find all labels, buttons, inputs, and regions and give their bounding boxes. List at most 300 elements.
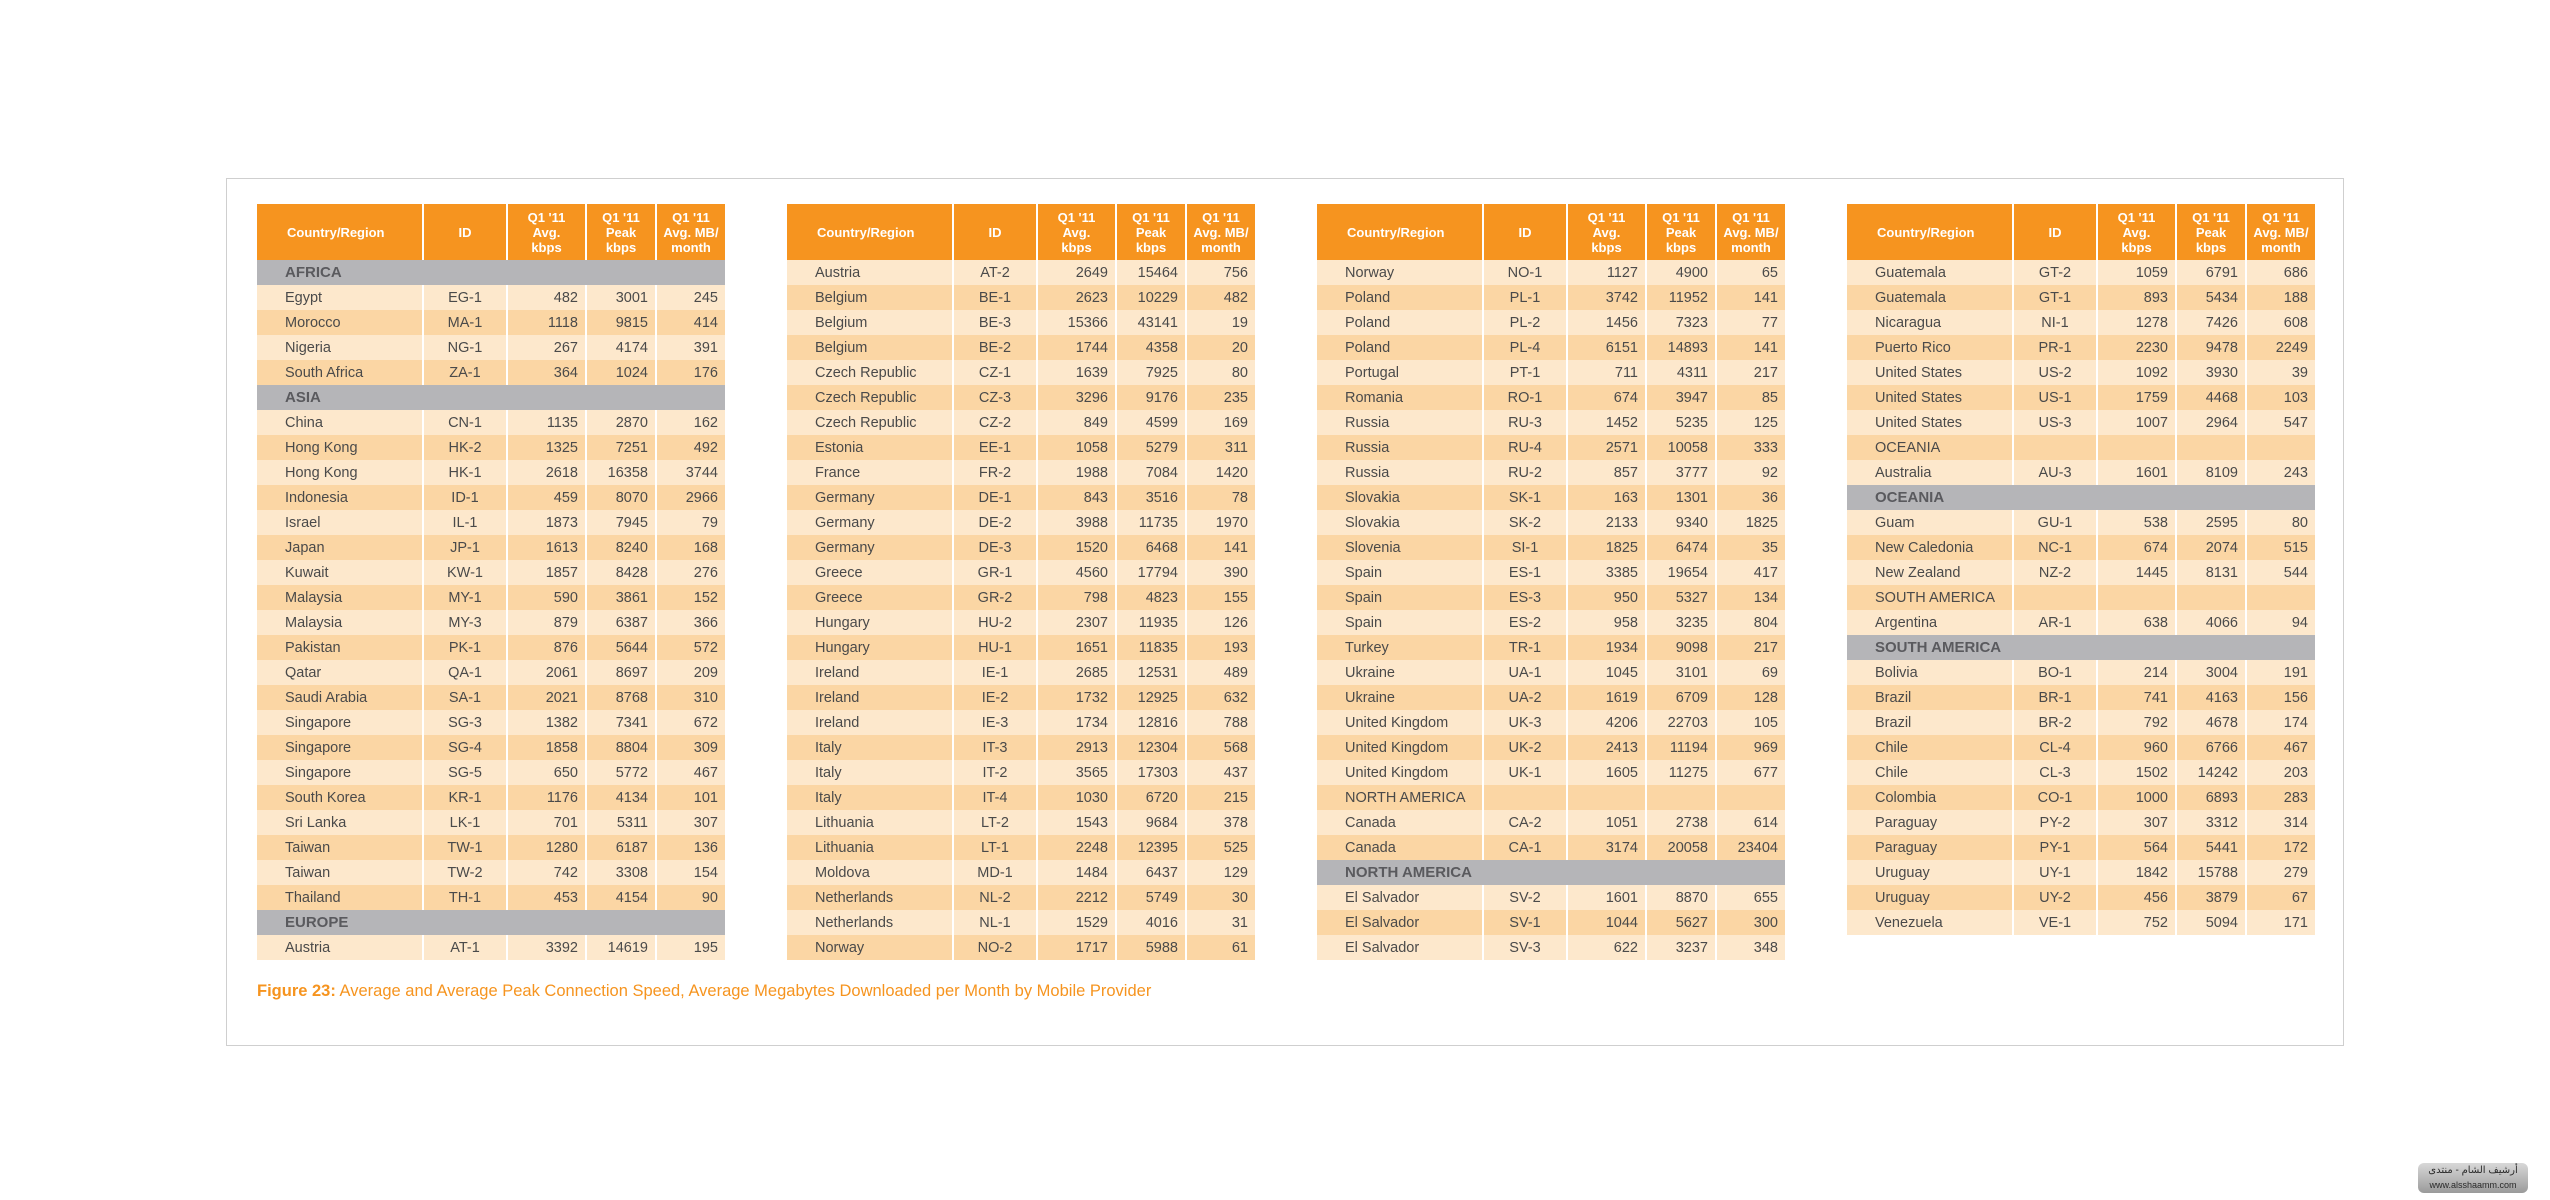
- cell-avg-mb: 215: [1186, 785, 1255, 810]
- header-row: [1847, 204, 2315, 260]
- table-row: [1317, 935, 1785, 960]
- cell-id: SV-2: [1483, 885, 1567, 910]
- data-table-4: [1847, 204, 2315, 935]
- header-avg-line: kbps: [2121, 239, 2152, 255]
- table-row: [257, 760, 725, 785]
- cell-avg-kbps: 1280: [507, 835, 586, 860]
- cell-country: Russia: [1317, 435, 1483, 460]
- header-peak: [1116, 204, 1186, 260]
- cell-id: BE-3: [953, 310, 1037, 335]
- table-row: [1317, 410, 1785, 435]
- cell-country: United States: [1847, 410, 2013, 435]
- cell-id: MA-1: [423, 310, 507, 335]
- cell-id: NL-2: [953, 885, 1037, 910]
- cell-avg-kbps: 752: [2097, 910, 2176, 935]
- header-mb-line: Avg. MB/: [2253, 224, 2309, 240]
- cell-peak-kbps: 20058: [1646, 835, 1716, 860]
- cell-peak-kbps: 8240: [586, 535, 656, 560]
- table-row: [787, 910, 1255, 935]
- cell-peak-kbps: 1301: [1646, 485, 1716, 510]
- cell-peak-kbps: 5627: [1646, 910, 1716, 935]
- cell-id: FR-2: [953, 460, 1037, 485]
- cell-peak-kbps: 14619: [586, 935, 656, 960]
- table-row: [257, 885, 725, 910]
- cell-id: HK-1: [423, 460, 507, 485]
- header-avg-line: Avg.: [1062, 224, 1091, 240]
- region-label: ASIA: [257, 385, 725, 410]
- cell-country: Pakistan: [257, 635, 423, 660]
- watermark-url: www.alsshaamm.com: [2429, 1180, 2517, 1190]
- cell-country: Indonesia: [257, 485, 423, 510]
- table-row: [787, 435, 1255, 460]
- cell-id: LK-1: [423, 810, 507, 835]
- header-avg-line: kbps: [531, 239, 562, 255]
- cell-country: Slovakia: [1317, 485, 1483, 510]
- cell-id: BE-2: [953, 335, 1037, 360]
- cell-avg-kbps: 1605: [1567, 760, 1646, 785]
- table-row: [257, 485, 725, 510]
- cell-peak-kbps: 7251: [586, 435, 656, 460]
- cell-peak-kbps: 19654: [1646, 560, 1716, 585]
- cell-avg-mb: 105: [1716, 710, 1785, 735]
- cell-avg-kbps: [2097, 435, 2176, 460]
- cell-peak-kbps: 10229: [1116, 285, 1186, 310]
- cell-avg-kbps: 1613: [507, 535, 586, 560]
- header-mb-line: Q1 '11: [1202, 209, 1240, 225]
- cell-avg-mb: 391: [656, 335, 725, 360]
- header-mb: [1716, 204, 1785, 260]
- cell-id: PT-1: [1483, 360, 1567, 385]
- header-id: ID: [1483, 204, 1567, 260]
- cell-peak-kbps: 14242: [2176, 760, 2246, 785]
- header-peak: [1646, 204, 1716, 260]
- header-avg-line: Q1 '11: [527, 209, 566, 225]
- cell-id: RU-3: [1483, 410, 1567, 435]
- table-row: [787, 385, 1255, 410]
- table-row: [1317, 535, 1785, 560]
- header-row: [787, 204, 1255, 260]
- cell-avg-kbps: 711: [1567, 360, 1646, 385]
- cell-country: Germany: [787, 535, 953, 560]
- cell-avg-kbps: [2097, 585, 2176, 610]
- table-row: [257, 835, 725, 860]
- header-mb-line: Avg. MB/: [1193, 224, 1249, 240]
- header-avg-line: Avg.: [1592, 224, 1621, 240]
- table-row: [787, 885, 1255, 910]
- cell-id: PL-1: [1483, 285, 1567, 310]
- cell-avg-mb: 756: [1186, 260, 1255, 285]
- table-row: [257, 710, 725, 735]
- cell-country: Norway: [1317, 260, 1483, 285]
- header-peak-line: Q1 '11: [1132, 209, 1170, 225]
- cell-country: Germany: [787, 485, 953, 510]
- cell-peak-kbps: 3004: [2176, 660, 2246, 685]
- cell-peak-kbps: 3001: [586, 285, 656, 310]
- cell-id: RU-4: [1483, 435, 1567, 460]
- table-row: [787, 785, 1255, 810]
- cell-id: PR-1: [2013, 335, 2097, 360]
- cell-avg-mb: 154: [656, 860, 725, 885]
- cell-country: Guatemala: [1847, 285, 2013, 310]
- cell-peak-kbps: 16358: [586, 460, 656, 485]
- cell-avg-kbps: 1759: [2097, 385, 2176, 410]
- cell-avg-mb: 162: [656, 410, 725, 435]
- cell-peak-kbps: 5327: [1646, 585, 1716, 610]
- cell-peak-kbps: 7925: [1116, 360, 1186, 385]
- cell-country: Paraguay: [1847, 835, 2013, 860]
- cell-avg-mb: 314: [2246, 810, 2315, 835]
- cell-id: IT-4: [953, 785, 1037, 810]
- header-mb-line: Q1 '11: [1732, 209, 1770, 225]
- cell-id: AT-2: [953, 260, 1037, 285]
- cell-avg-mb: 174: [2246, 710, 2315, 735]
- header-peak-line: kbps: [605, 239, 637, 255]
- table-row: [1317, 910, 1785, 935]
- cell-avg-kbps: 792: [2097, 710, 2176, 735]
- cell-id: US-3: [2013, 410, 2097, 435]
- figure-caption-label: Figure 23:: [257, 982, 336, 1000]
- cell-id: [2013, 435, 2097, 460]
- cell-id: BO-1: [2013, 660, 2097, 685]
- cell-country: Uruguay: [1847, 885, 2013, 910]
- cell-avg-kbps: 849: [1037, 410, 1116, 435]
- cell-peak-kbps: 4678: [2176, 710, 2246, 735]
- cell-country: Paraguay: [1847, 810, 2013, 835]
- cell-country: Czech Republic: [787, 385, 953, 410]
- cell-country: Romania: [1317, 385, 1483, 410]
- cell-peak-kbps: 11735: [1116, 510, 1186, 535]
- cell-peak-kbps: 3947: [1646, 385, 1716, 410]
- header-country: Country/Region: [257, 204, 423, 260]
- cell-country: Colombia: [1847, 785, 2013, 810]
- table-row: [257, 360, 725, 385]
- cell-country: Taiwan: [257, 860, 423, 885]
- cell-country: Ireland: [787, 660, 953, 685]
- cell-id: [2013, 585, 2097, 610]
- cell-id: IE-1: [953, 660, 1037, 685]
- cell-avg-kbps: 3385: [1567, 560, 1646, 585]
- cell-peak-kbps: 6468: [1116, 535, 1186, 560]
- table-row: [1847, 910, 2315, 935]
- region-label: SOUTH AMERICA: [1847, 635, 2315, 660]
- cell-country: Venezuela: [1847, 910, 2013, 935]
- cell-id: MY-1: [423, 585, 507, 610]
- cell-avg-mb: 85: [1716, 385, 1785, 410]
- cell-avg-kbps: 1934: [1567, 635, 1646, 660]
- cell-peak-kbps: 3235: [1646, 610, 1716, 635]
- header-peak-line: kbps: [1135, 239, 1167, 255]
- cell-avg-kbps: 2649: [1037, 260, 1116, 285]
- header-mb-line: month: [671, 239, 711, 255]
- cell-id: JP-1: [423, 535, 507, 560]
- cell-peak-kbps: 3237: [1646, 935, 1716, 960]
- cell-avg-kbps: 267: [507, 335, 586, 360]
- table-row: [1847, 535, 2315, 560]
- cell-country: Poland: [1317, 285, 1483, 310]
- cell-peak-kbps: 2870: [586, 410, 656, 435]
- cell-peak-kbps: 6187: [586, 835, 656, 860]
- cell-peak-kbps: 6709: [1646, 685, 1716, 710]
- cell-id: PY-2: [2013, 810, 2097, 835]
- cell-country: Hong Kong: [257, 460, 423, 485]
- cell-avg-mb: 172: [2246, 835, 2315, 860]
- cell-id: AR-1: [2013, 610, 2097, 635]
- cell-id: UA-2: [1483, 685, 1567, 710]
- cell-id: DE-3: [953, 535, 1037, 560]
- header-avg: [1037, 204, 1116, 260]
- figure-caption-text: Average and Average Peak Connection Speed, Average Megabytes Downloaded per Month by Mobile Provider: [335, 982, 1152, 1000]
- cell-avg-mb: 92: [1716, 460, 1785, 485]
- header-mb: [2246, 204, 2315, 260]
- header-mb-line: month: [1731, 239, 1771, 255]
- cell-avg-mb: 209: [656, 660, 725, 685]
- table-row: [1317, 460, 1785, 485]
- cell-avg-mb: 129: [1186, 860, 1255, 885]
- table-row: [257, 335, 725, 360]
- cell-country: Chile: [1847, 760, 2013, 785]
- data-table-3: [1317, 204, 1785, 960]
- cell-id: ID-1: [423, 485, 507, 510]
- table-row: [787, 560, 1255, 585]
- header-mb-line: Avg. MB/: [1723, 224, 1779, 240]
- cell-country: Guatemala: [1847, 260, 2013, 285]
- cell-avg-mb: 655: [1716, 885, 1785, 910]
- cell-id: [1483, 785, 1567, 810]
- cell-id: VE-1: [2013, 910, 2097, 935]
- cell-avg-mb: 61: [1186, 935, 1255, 960]
- cell-id: HK-2: [423, 435, 507, 460]
- cell-avg-kbps: 1825: [1567, 535, 1646, 560]
- cell-id: SK-2: [1483, 510, 1567, 535]
- cell-id: NL-1: [953, 910, 1037, 935]
- cell-avg-mb: 79: [656, 510, 725, 535]
- cell-avg-mb: 417: [1716, 560, 1785, 585]
- table-row: [1317, 360, 1785, 385]
- cell-avg-kbps: 2248: [1037, 835, 1116, 860]
- cell-avg-mb: 171: [2246, 910, 2315, 935]
- cell-id: IE-2: [953, 685, 1037, 710]
- cell-avg-mb: 235: [1186, 385, 1255, 410]
- cell-avg-mb: 141: [1716, 285, 1785, 310]
- cell-avg-mb: 788: [1186, 710, 1255, 735]
- header-peak-line: Q1 '11: [602, 209, 640, 225]
- cell-avg-kbps: 1717: [1037, 935, 1116, 960]
- cell-id: UK-2: [1483, 735, 1567, 760]
- cell-avg-mb: 176: [656, 360, 725, 385]
- cell-avg-mb: 544: [2246, 560, 2315, 585]
- cell-id: NG-1: [423, 335, 507, 360]
- cell-country: Norway: [787, 935, 953, 960]
- cell-id: CA-2: [1483, 810, 1567, 835]
- table-row: [257, 285, 725, 310]
- cell-peak-kbps: 7323: [1646, 310, 1716, 335]
- cell-avg-kbps: 2230: [2097, 335, 2176, 360]
- header-mb-line: month: [2261, 239, 2301, 255]
- cell-peak-kbps: 15464: [1116, 260, 1186, 285]
- table-row: [1847, 810, 2315, 835]
- table-row: [1317, 510, 1785, 535]
- header-mb: [1186, 204, 1255, 260]
- cell-avg-mb: 547: [2246, 410, 2315, 435]
- cell-country: Czech Republic: [787, 360, 953, 385]
- cell-country: OCEANIA: [1847, 435, 2013, 460]
- header-mb: [656, 204, 725, 260]
- cell-id: GR-1: [953, 560, 1037, 585]
- cell-avg-kbps: 2618: [507, 460, 586, 485]
- cell-peak-kbps: 6766: [2176, 735, 2246, 760]
- region-label: AFRICA: [257, 260, 725, 285]
- cell-id: ZA-1: [423, 360, 507, 385]
- cell-avg-kbps: 1502: [2097, 760, 2176, 785]
- table-row: [1847, 385, 2315, 410]
- cell-peak-kbps: 15788: [2176, 860, 2246, 885]
- cell-avg-kbps: 958: [1567, 610, 1646, 635]
- cell-id: TW-1: [423, 835, 507, 860]
- cell-peak-kbps: 3312: [2176, 810, 2246, 835]
- table-row: [787, 335, 1255, 360]
- cell-country: Germany: [787, 510, 953, 535]
- cell-avg-mb: 677: [1716, 760, 1785, 785]
- cell-avg-mb: 1825: [1716, 510, 1785, 535]
- cell-id: PL-4: [1483, 335, 1567, 360]
- cell-peak-kbps: 4311: [1646, 360, 1716, 385]
- table-row: [1847, 660, 2315, 685]
- cell-peak-kbps: 4599: [1116, 410, 1186, 435]
- cell-peak-kbps: 3777: [1646, 460, 1716, 485]
- cell-id: SV-3: [1483, 935, 1567, 960]
- cell-avg-mb: 77: [1716, 310, 1785, 335]
- table-row: [1847, 335, 2315, 360]
- cell-id: TR-1: [1483, 635, 1567, 660]
- table-row: [1847, 260, 2315, 285]
- cell-avg-mb: 467: [2246, 735, 2315, 760]
- cell-avg-kbps: 1059: [2097, 260, 2176, 285]
- table-row: [257, 585, 725, 610]
- watermark-line: أرشيف الشام - منتدى: [2428, 1165, 2518, 1176]
- cell-peak-kbps: 8697: [586, 660, 656, 685]
- header-peak: [2176, 204, 2246, 260]
- cell-avg-kbps: 1058: [1037, 435, 1116, 460]
- cell-avg-kbps: 482: [507, 285, 586, 310]
- cell-country: Greece: [787, 585, 953, 610]
- cell-peak-kbps: 4823: [1116, 585, 1186, 610]
- cell-avg-kbps: 3742: [1567, 285, 1646, 310]
- cell-peak-kbps: 8131: [2176, 560, 2246, 585]
- cell-id: CL-3: [2013, 760, 2097, 785]
- table-row: [1317, 335, 1785, 360]
- header-id: ID: [423, 204, 507, 260]
- table-row: [787, 460, 1255, 485]
- cell-avg-mb: 69: [1716, 660, 1785, 685]
- header-avg-line: Avg.: [532, 224, 561, 240]
- cell-avg-kbps: 950: [1567, 585, 1646, 610]
- cell-peak-kbps: 11275: [1646, 760, 1716, 785]
- cell-avg-mb: 608: [2246, 310, 2315, 335]
- region-label: EUROPE: [257, 910, 725, 935]
- cell-peak-kbps: [2176, 435, 2246, 460]
- cell-peak-kbps: 4066: [2176, 610, 2246, 635]
- cell-avg-kbps: 1044: [1567, 910, 1646, 935]
- cell-avg-kbps: 1842: [2097, 860, 2176, 885]
- cell-id: CA-1: [1483, 835, 1567, 860]
- cell-avg-mb: 126: [1186, 610, 1255, 635]
- cell-avg-mb: 1420: [1186, 460, 1255, 485]
- cell-id: BE-1: [953, 285, 1037, 310]
- table-row: [1847, 435, 2315, 460]
- cell-peak-kbps: 5988: [1116, 935, 1186, 960]
- cell-avg-mb: 168: [656, 535, 725, 560]
- cell-avg-kbps: 893: [2097, 285, 2176, 310]
- cell-country: Japan: [257, 535, 423, 560]
- cell-country: Lithuania: [787, 810, 953, 835]
- cell-avg-mb: 134: [1716, 585, 1785, 610]
- cell-avg-kbps: 564: [2097, 835, 2176, 860]
- cell-country: Brazil: [1847, 685, 2013, 710]
- cell-avg-mb: 19: [1186, 310, 1255, 335]
- cell-id: SI-1: [1483, 535, 1567, 560]
- cell-peak-kbps: [2176, 585, 2246, 610]
- cell-avg-kbps: 1639: [1037, 360, 1116, 385]
- cell-peak-kbps: 3516: [1116, 485, 1186, 510]
- cell-peak-kbps: 3930: [2176, 360, 2246, 385]
- cell-id: AT-1: [423, 935, 507, 960]
- cell-avg-mb: 307: [656, 810, 725, 835]
- cell-id: IL-1: [423, 510, 507, 535]
- cell-peak-kbps: 11952: [1646, 285, 1716, 310]
- cell-id: ES-3: [1483, 585, 1567, 610]
- cell-id: GT-2: [2013, 260, 2097, 285]
- cell-peak-kbps: 4016: [1116, 910, 1186, 935]
- header-peak-line: Q1 '11: [2192, 209, 2230, 225]
- cell-avg-kbps: 453: [507, 885, 586, 910]
- cell-peak-kbps: 3879: [2176, 885, 2246, 910]
- cell-avg-mb: 310: [656, 685, 725, 710]
- table-row: [1317, 435, 1785, 460]
- cell-country: Guam: [1847, 510, 2013, 535]
- header-avg-line: Q1 '11: [2117, 209, 2156, 225]
- table-row: [1847, 735, 2315, 760]
- region-header-row: [257, 385, 725, 410]
- cell-country: China: [257, 410, 423, 435]
- cell-country: United States: [1847, 360, 2013, 385]
- cell-avg-mb: 568: [1186, 735, 1255, 760]
- cell-country: SOUTH AMERICA: [1847, 585, 2013, 610]
- table-row: [1847, 410, 2315, 435]
- header-avg-line: Avg.: [2122, 224, 2151, 240]
- cell-country: Malaysia: [257, 610, 423, 635]
- header-peak-line: kbps: [1665, 239, 1697, 255]
- cell-avg-mb: 969: [1716, 735, 1785, 760]
- table-row: [257, 685, 725, 710]
- cell-country: Netherlands: [787, 885, 953, 910]
- cell-avg-kbps: 1619: [1567, 685, 1646, 710]
- table-row: [1317, 260, 1785, 285]
- cell-avg-kbps: 1484: [1037, 860, 1116, 885]
- cell-avg-kbps: 4560: [1037, 560, 1116, 585]
- table-row: [787, 485, 1255, 510]
- cell-country: Taiwan: [257, 835, 423, 860]
- table-row: [1847, 585, 2315, 610]
- cell-avg-mb: 141: [1186, 535, 1255, 560]
- table-row: [257, 635, 725, 660]
- cell-avg-mb: 245: [656, 285, 725, 310]
- cell-peak-kbps: 14893: [1646, 335, 1716, 360]
- cell-avg-kbps: 1382: [507, 710, 586, 735]
- cell-peak-kbps: 11835: [1116, 635, 1186, 660]
- cell-id: IE-3: [953, 710, 1037, 735]
- cell-avg-kbps: 701: [507, 810, 586, 835]
- cell-country: Nigeria: [257, 335, 423, 360]
